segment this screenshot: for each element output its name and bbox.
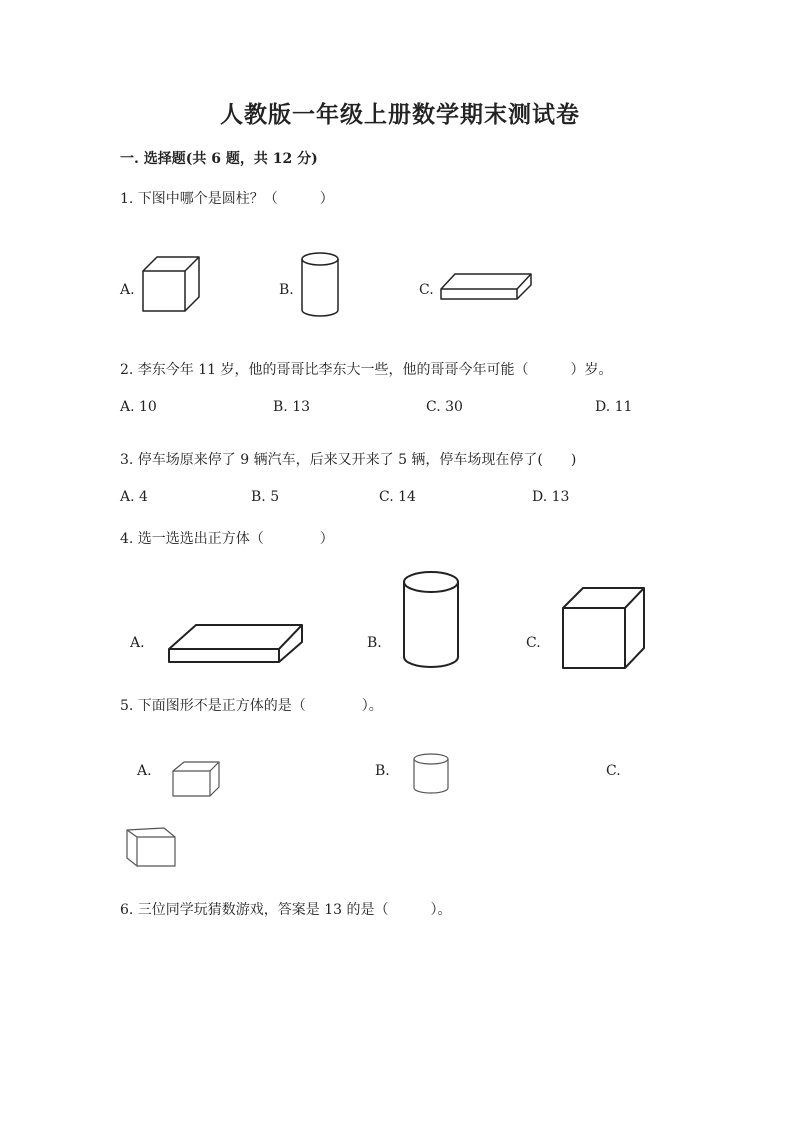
q5-option-a[interactable]: A.	[137, 763, 152, 779]
q3-option-d[interactable]: D. 13	[532, 489, 570, 505]
q2-option-d[interactable]: D. 11	[595, 399, 633, 415]
q3-option-c[interactable]: C. 14	[379, 489, 416, 505]
q4-option-a[interactable]: A.	[130, 635, 145, 651]
q4-option-c[interactable]: C.	[526, 635, 541, 651]
q2-option-c[interactable]: C. 30	[426, 399, 463, 415]
question-5-text: 5. 下面图形不是正方体的是（ ）。	[120, 698, 383, 714]
q2-option-a[interactable]: A. 10	[120, 399, 157, 415]
q1-option-b[interactable]: B.	[279, 282, 294, 298]
q1-option-a[interactable]: A.	[120, 282, 135, 298]
cylinder-icon	[400, 569, 462, 671]
cuboid-icon	[170, 759, 222, 799]
question-3-text: 3. 停车场原来停了 9 辆汽车，后来又开来了 5 辆，停车场现在停了( )	[120, 452, 577, 468]
section-heading: 一. 选择题(共 6 题，共 12 分)	[120, 151, 318, 167]
question-2-text: 2. 李东今年 11 岁，他的哥哥比李东大一些，他的哥哥今年可能（ ）岁。	[120, 362, 613, 378]
q3-option-a[interactable]: A. 4	[120, 489, 148, 505]
question-4-text: 4. 选一选选出正方体（ ）	[120, 531, 334, 547]
cuboid-icon	[124, 826, 180, 870]
page-title: 人教版一年级上册数学期末测试卷	[220, 101, 580, 128]
cube-icon	[560, 585, 648, 671]
question-6-text: 6. 三位同学玩猜数游戏，答案是 13 的是（ ）。	[120, 902, 452, 918]
cylinder-icon	[410, 752, 452, 796]
cuboid-icon	[438, 271, 534, 303]
q1-option-c[interactable]: C.	[419, 282, 434, 298]
question-1-text: 1. 下图中哪个是圆柱？（ ）	[120, 191, 334, 207]
q4-option-b[interactable]: B.	[367, 635, 382, 651]
q5-option-b[interactable]: B.	[375, 763, 390, 779]
cuboid-icon	[166, 622, 306, 666]
cylinder-icon	[298, 250, 342, 320]
q2-option-b[interactable]: B. 13	[273, 399, 311, 415]
q5-option-c[interactable]: C.	[606, 763, 621, 779]
q3-option-b[interactable]: B. 5	[251, 489, 280, 505]
cube-icon	[140, 254, 202, 316]
